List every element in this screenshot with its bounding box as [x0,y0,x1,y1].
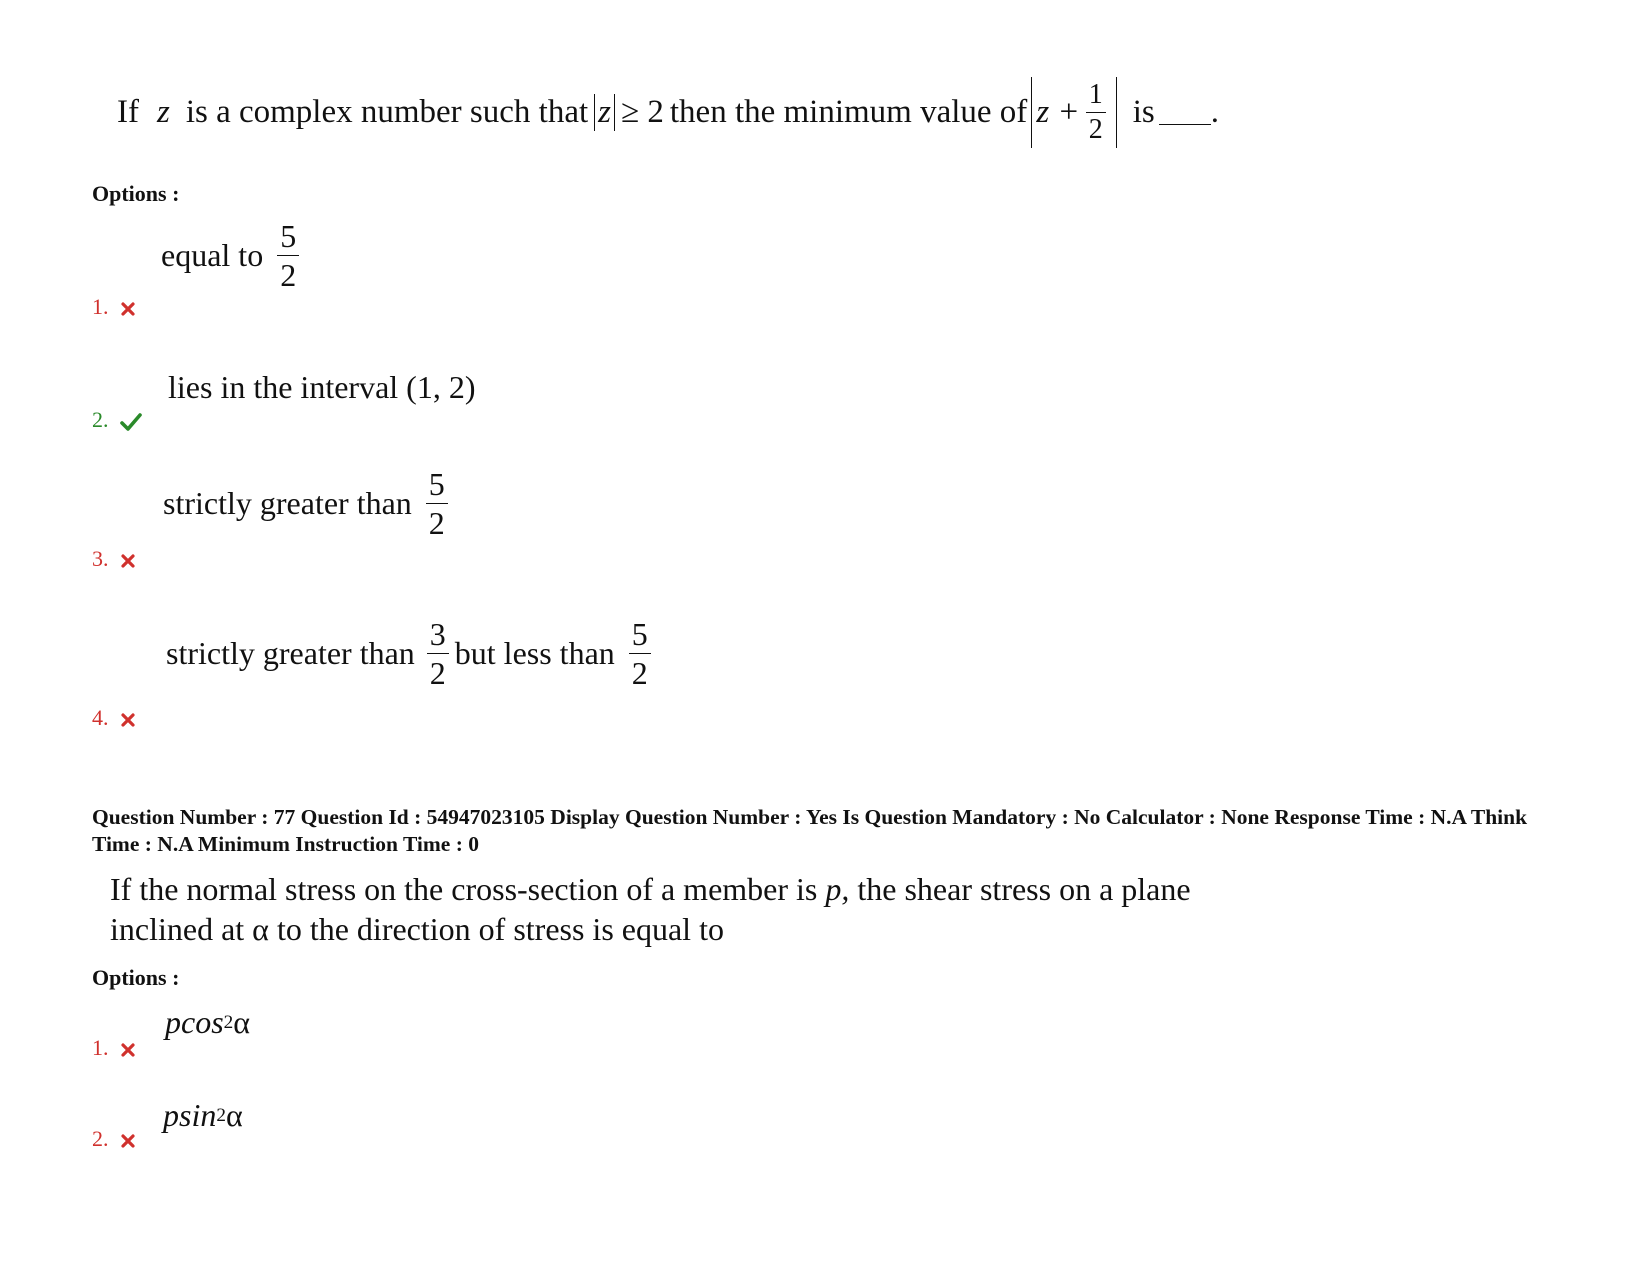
question-2-stem [110,869,1310,949]
q1-option-1-number: 1. [92,294,109,319]
q1-option-1-frac-den: 2 [280,257,297,293]
q1-option-1-fraction [277,220,299,291]
q2-stem-line-2: inclined at α to the direction of stress is equal to [110,911,724,947]
q1-option-3-text: strictly greater than [163,485,412,521]
q1-option-4-frac1-num: 3 [427,618,449,654]
q1-option-3-content [163,468,454,539]
cross-icon [120,712,136,728]
options-label-q2: Options : [92,965,180,990]
q1-option-4-fraction-2 [629,618,651,689]
q1-option-4-text: strictly greater than [166,635,415,671]
q2-option-2-number: 2. [92,1126,109,1151]
answer-blank [1159,100,1211,125]
q1-option-1-content [161,220,305,291]
q1-option-4-number: 4. [92,705,109,730]
q1-option-2-content [168,369,475,406]
stem-ineq: ≥ 2 [621,93,664,130]
q2-option-1-base: pcos [165,1004,224,1040]
q1-option-3-marker [92,546,136,572]
q2-option-1-number: 1. [92,1035,109,1060]
q1-option-2-text: lies in the interval (1, 2) [168,369,476,405]
question-2-metadata: Question Number : 77 Question Id : 54947023105 Display Question Number : Yes Is Question Mandatory : No Calculator : None Response Time : N.A Think Time : N.A Minimum Instruction Time : 0 [92,805,1528,856]
q2-option-2-base: psin [163,1097,217,1133]
q1-option-1-frac-num: 5 [277,220,299,256]
stem-abs-expression [1031,77,1116,148]
q1-option-4-fraction-1 [427,618,449,689]
q2-option-2-sup: 2 [216,1104,226,1126]
q2-option-1-sup: 2 [223,1011,234,1033]
q1-option-4-marker [92,705,136,731]
stem-period: . [1210,93,1219,130]
stem-fraction [1086,78,1106,145]
stem-expr-z: z + [1036,93,1080,130]
q1-option-4-text2: but less than [454,635,615,671]
q2-option-2-marker [92,1126,136,1152]
stem-frac-den: 2 [1088,113,1103,145]
stem-abs-z: z [594,94,615,131]
check-icon [120,412,142,432]
q1-option-2-marker [92,407,142,433]
q1-option-3-fraction [426,468,448,539]
q1-option-1-text: equal to [161,237,264,273]
stem-frac-num: 1 [1086,81,1106,113]
q1-option-4-frac1-den: 2 [429,655,446,691]
q2-option-2-content [163,1097,243,1134]
stem-then: then the minimum value of [669,93,1028,130]
q1-option-2-number: 2. [92,407,109,432]
stem-var-z: z [156,93,170,130]
q1-option-4-frac2-num: 5 [629,618,651,654]
options-label-q1: Options : [92,181,180,206]
stem-mid: is a complex number such that [185,93,589,130]
q1-option-4-frac2-den: 2 [631,655,648,691]
stem-is: is [1132,93,1155,130]
q1-option-1-marker [92,294,136,320]
q2-option-1-content [165,1004,250,1041]
q2-option-1-tail: α [233,1004,251,1040]
q2-stem-line-1-a: If the normal stress on the cross-section of a member is [110,871,818,907]
q1-option-4-content [166,618,657,689]
stem-if: If [117,93,139,130]
cross-icon [120,553,136,569]
q2-stem-line-1-b: the shear stress on a plane [857,871,1191,907]
q2-stem-var-p: p, [825,871,850,907]
q2-option-1-marker [92,1035,136,1061]
cross-icon [120,1133,136,1149]
q1-option-3-frac-den: 2 [428,505,445,541]
q1-option-3-frac-num: 5 [426,468,448,504]
question-1-stem [117,68,1219,156]
cross-icon [120,301,136,317]
q2-stem-line-1 [110,869,1310,909]
cross-icon [120,1042,136,1058]
q2-option-2-tail: α [225,1097,243,1133]
q1-option-3-number: 3. [92,546,109,571]
